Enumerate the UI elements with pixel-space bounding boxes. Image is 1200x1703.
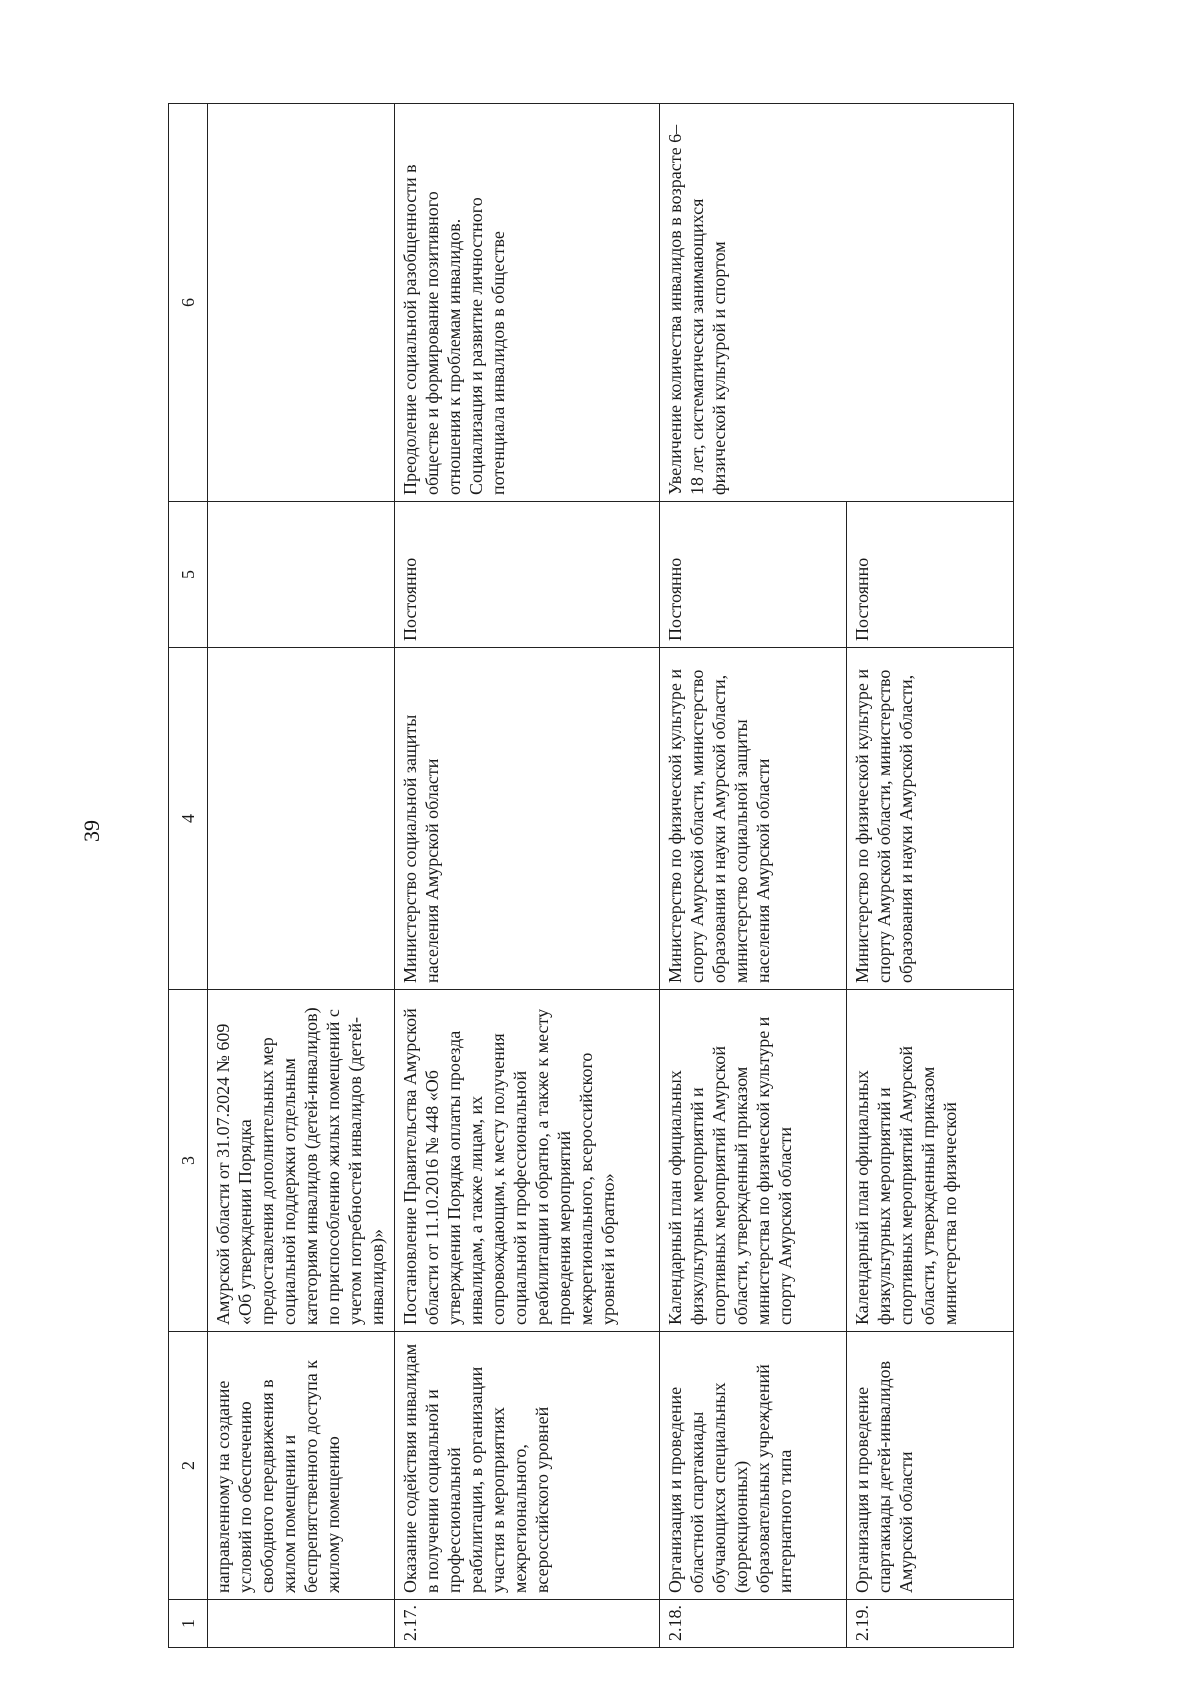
measures-table <box>168 103 1014 1648</box>
column-header: 5 <box>169 502 208 648</box>
term-cell <box>208 502 395 648</box>
basis-cell: Амурской области от 31.07.2024 № 609 «Об утверждении Порядка предоставления дополнительных мер социальной поддержки отдельным категориям инвалидов (детей-инвалидов) по приспособлению жилых помещений с учетом потребностей инвалидов (детей-инвалидов)» <box>208 990 395 1332</box>
executor-cell <box>208 648 395 990</box>
executor-cell: Министерство по физической культуре и спорту Амурской области, министерство образования и науки Амурской области, министерство социальной защиты населения Амурской области <box>660 648 847 990</box>
basis-cell: Календарный план официальных физкультурных мероприятий и спортивных мероприятий Амурской области, утвержденный приказом министерства по физической культуре и спорту Амурской области <box>660 990 847 1332</box>
result-cell <box>208 104 395 502</box>
basis-cell: Постановление Правительства Амурской области от 11.10.2016 № 448 «Об утверждении Порядка оплаты проезда инвалидам, а также лицам, их сопровождающим, к месту получения социальной и профессиональной реабилитации и обратно, а также к месту проведения мероприятий межрегионального, всероссийского уровней и обратно» <box>395 990 660 1332</box>
rotated-table-wrapper <box>168 104 1040 1648</box>
table-row <box>395 104 660 1648</box>
result-cell: Увеличение количества инвалидов в возрасте 6–18 лет, систематически занимающихся физической культурой и спортом <box>660 104 1014 502</box>
term-cell: Постоянно <box>660 502 847 648</box>
measure-cell: направленному на создание условий по обеспечению свободного передвижения в жилом помещении и беспрепятственного доступа к жилому помещению <box>208 1332 395 1600</box>
measure-cell: Организация и проведение спартакиады детей-инвалидов Амурской области <box>847 1332 1014 1600</box>
executor-cell: Министерство по физической культуре и спорту Амурской области, министерство образования и науки Амурской области, <box>847 648 1014 990</box>
basis-cell: Календарный план официальных физкультурных мероприятий и спортивных мероприятий Амурской области, утвержденный приказом министерства по физической <box>847 990 1014 1332</box>
measure-cell: Оказание содействия инвалидам в получении социальной и профессиональной реабилитации, в организации участия в мероприятиях межрегионального, всероссийского уровней <box>395 1332 660 1600</box>
row-number-cell: 2.19. <box>847 1600 1014 1648</box>
row-number-cell: 2.18. <box>660 1600 847 1648</box>
table-header-row <box>169 104 208 1648</box>
measure-cell: Организация и проведение областной спартакиады обучающихся специальных (коррекционных) образовательных учреждений интернатного типа <box>660 1332 847 1600</box>
table-row <box>208 104 395 1648</box>
column-header: 2 <box>169 1332 208 1600</box>
table-row <box>660 104 847 1648</box>
page-number: 39 <box>79 820 104 842</box>
column-header: 4 <box>169 648 208 990</box>
column-header: 3 <box>169 990 208 1332</box>
result-cell: Преодоление социальной разобщенности в обществе и формирование позитивного отношения к проблемам инвалидов. Социализация и развитие личностного потенциала инвалидов в обществе <box>395 104 660 502</box>
executor-cell: Министерство социальной защиты населения Амурской области <box>395 648 660 990</box>
column-header: 1 <box>169 1600 208 1648</box>
row-number-cell <box>208 1600 395 1648</box>
term-cell: Постоянно <box>847 502 1014 648</box>
term-cell: Постоянно <box>395 502 660 648</box>
row-number-cell: 2.17. <box>395 1600 660 1648</box>
column-header: 6 <box>169 104 208 502</box>
